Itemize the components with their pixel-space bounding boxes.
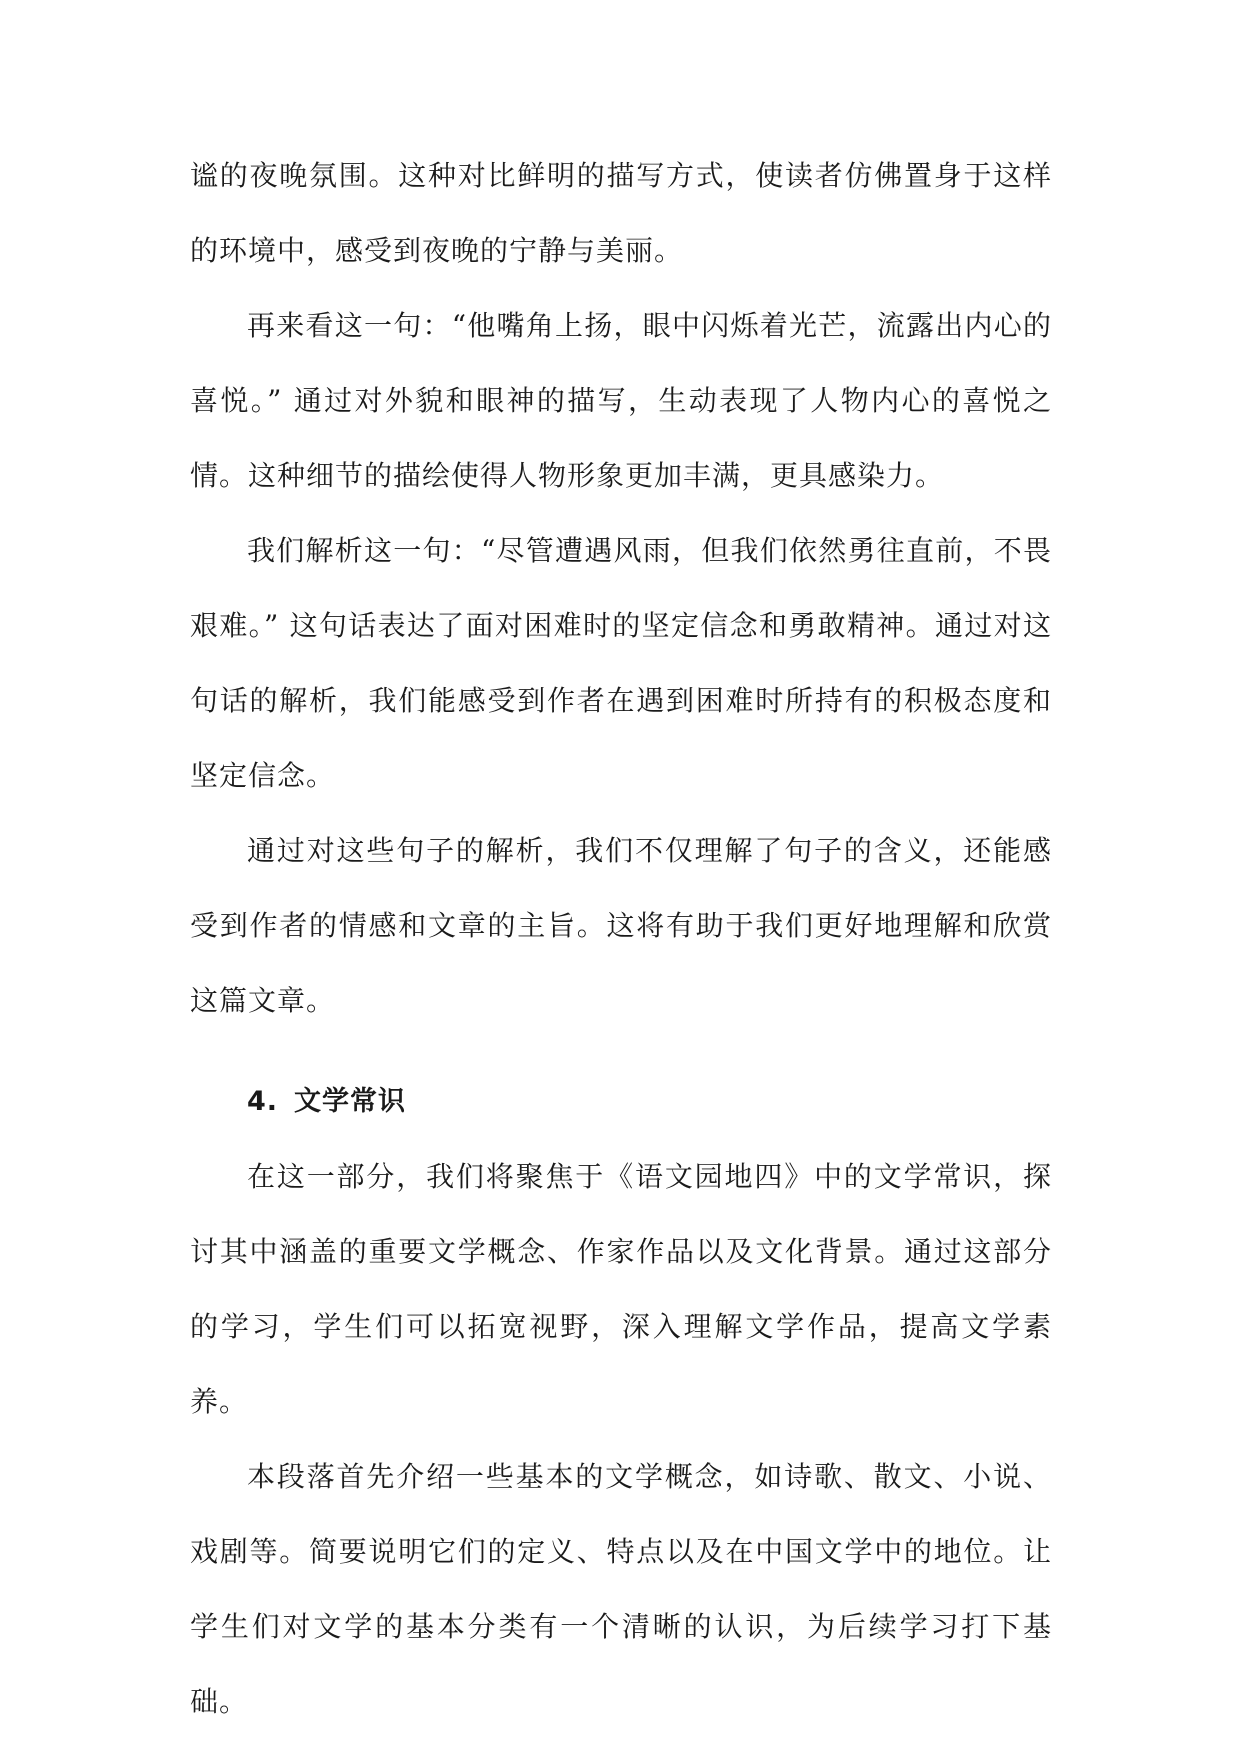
section-heading (190, 1064, 1052, 1139)
section-title: 文学常识 (294, 1086, 407, 1117)
document-body (190, 138, 1052, 1739)
paragraph-summary: 通过对这些句子的解析，我们不仅理解了句子的含义，还能感受到作者的情感和文章的主旨。这将有助于我们更好地理解和欣赏这篇文章。 (190, 834, 1052, 1017)
paragraph-literature-intro: 在这一部分，我们将聚焦于《语文园地四》中的文学常识，探讨其中涵盖的重要文学概念、作家作品以及文化背景。通过这部分的学习，学生们可以拓宽视野，深入理解文学作品，提高文学素养。 (190, 1160, 1052, 1418)
paragraph-sentence-analysis-courage: 我们解析这一句：“尽管遭遇风雨，但我们依然勇往直前，不畏艰难。” 这句话表达了面对困难时的坚定信念和勇敢精神。通过对这句话的解析，我们能感受到作者在遇到困难时所持有的积极态度和坚定信念。 (190, 534, 1052, 792)
section-number: 4. (247, 1086, 279, 1117)
paragraph-sentence-analysis-smile: 再来看这一句：“他嘴角上扬，眼中闪烁着光芒，流露出内心的喜悦。” 通过对外貌和眼神的描写，生动表现了人物内心的喜悦之情。这种细节的描绘使得人物形象更加丰满，更具感染力。 (190, 309, 1052, 492)
paragraph-literature-concepts: 本段落首先介绍一些基本的文学概念，如诗歌、散文、小说、戏剧等。简要说明它们的定义、特点以及在中国文学中的地位。让学生们对文学的基本分类有一个清晰的认识，为后续学习打下基础。 (190, 1460, 1052, 1718)
paragraph-continuation: 谧的夜晚氛围。这种对比鲜明的描写方式，使读者仿佛置身于这样的环境中，感受到夜晚的宁静与美丽。 (190, 159, 1052, 267)
